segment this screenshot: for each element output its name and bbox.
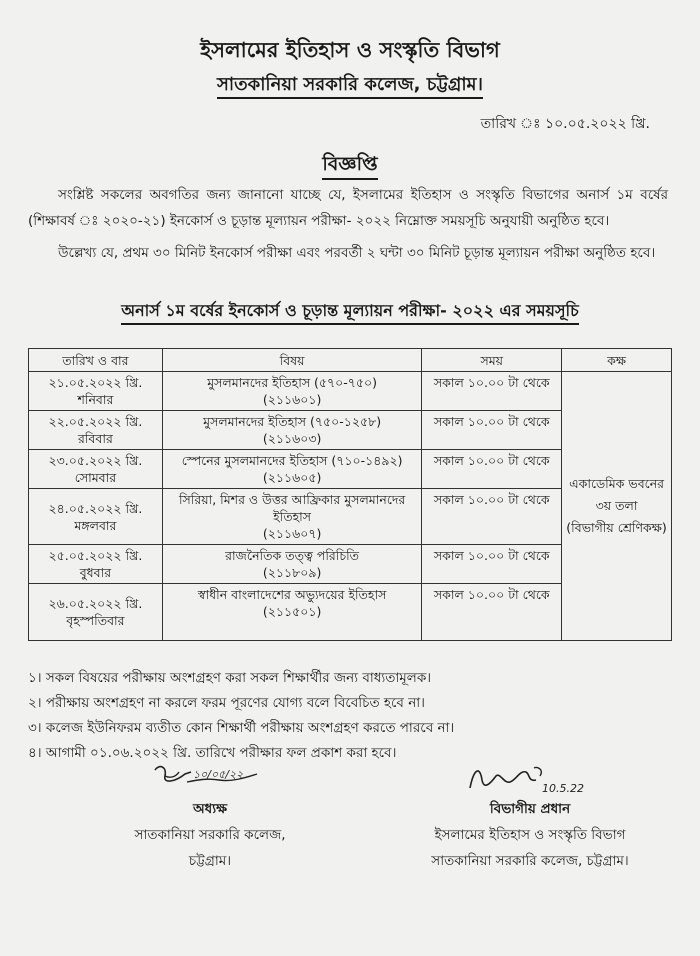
time-cell: সকাল ১০.০০ টা থেকে: [422, 584, 562, 641]
exam-date: ২৬.০৫.২০২২ খ্রি.: [48, 596, 143, 611]
principal-signature-block: [120, 762, 300, 874]
subject-code: (২১১৮০৯): [262, 565, 322, 580]
subject-code: (২১১৬০৭): [262, 526, 322, 541]
table-row: [29, 372, 672, 411]
time-cell: সকাল ১০.০০ টা থেকে: [422, 489, 562, 545]
date-cell: [29, 450, 163, 489]
exam-date: ২৪.০৫.২০২২ খ্রি.: [48, 500, 143, 516]
time-cell: সকাল ১০.০০ টা থেকে: [422, 545, 562, 584]
subject-cell: [162, 545, 422, 584]
schedule-title-text: অনার্স ১ম বর্ষের ইনকোর্স ও চূড়ান্ত মূল্যায়ন পরীক্ষা- ২০২২ এর সময়সূচি: [121, 301, 579, 325]
subject-name: রাজনৈতিক তত্ত্ব পরিচিতি: [225, 548, 360, 563]
exam-date: ২২.০৫.২০২২ খ্রি.: [48, 414, 143, 429]
exam-day: মঙ্গলবার: [74, 517, 117, 533]
principal-college: সাতকানিয়া সরকারি কলেজ,: [134, 827, 286, 843]
principal-title: অধ্যক্ষ: [192, 801, 228, 817]
date-cell: [29, 411, 163, 450]
head-signature: [450, 762, 610, 796]
note-item: ৪। আগামী ০১.০৬.২০২২ খ্রি. তারিখে পরীক্ষার ফল প্রকাশ করা হবে।: [28, 745, 397, 761]
subject-code: (২১১৬০৫): [262, 470, 322, 485]
column-header-time: সময়: [422, 349, 562, 372]
subject-cell: [162, 450, 422, 489]
time-cell: সকাল ১০.০০ টা থেকে: [422, 411, 562, 450]
room-cell: [562, 372, 672, 641]
principal-signature: [145, 762, 275, 796]
head-signature-block: [420, 762, 640, 874]
notice-heading: [0, 150, 700, 182]
note-item: ৩। কলেজ ইউনিফরম ব্যতীত কোন শিক্ষার্থী পরীক্ষায় অংশগ্রহণ করতে পারবে না।: [28, 720, 455, 736]
principal-signature-date: ১০/০৫/২২: [193, 768, 244, 781]
date-cell: [29, 545, 163, 584]
time-cell: সকাল ১০.০০ টা থেকে: [422, 450, 562, 489]
paragraph-2: উল্লেখ্য যে, প্রথম ৩০ মিনিট ইনকোর্স পরীক্ষা এবং পরবর্তী ২ ঘন্টা ৩০ মিনিট চূড়ান্ত মূল্যায়ন পরীক্ষা অনুষ্ঠিত হবে।: [58, 245, 656, 261]
exam-day: সোমবার: [74, 470, 117, 485]
exam-day: শনিবার: [77, 392, 114, 407]
notes-list: [28, 666, 668, 766]
table-header-row: [29, 349, 672, 372]
room-line-2: ৩য় তলা: [595, 498, 638, 513]
exam-day: বুধবার: [79, 565, 112, 580]
exam-date: ২৩.০৫.২০২২ খ্রি.: [48, 453, 143, 468]
subject-cell: [162, 372, 422, 411]
column-header-subject: বিষয়: [162, 349, 422, 372]
room-line-1: একাডেমিক ভবনের: [569, 476, 665, 491]
time-cell: সকাল ১০.০০ টা থেকে: [422, 372, 562, 411]
note-item: ১। সকল বিষয়ের পরীক্ষায় অংশগ্রহণ করা সকল শিক্ষার্থীর জন্য বাধ্যতামূলক।: [28, 670, 432, 686]
notice-date: তারিখ ঃ ১০.০৫.২০২২ খ্রি.: [480, 116, 650, 132]
date-cell: [29, 489, 163, 545]
paragraph-1: সংশ্লিষ্ট সকলের অবগতির জন্য জানানো যাচ্ছে যে, ইসলামের ইতিহাস ও সংস্কৃতি বিভাগের অনার্স ১ম বর্ষের (শিক্ষাবর্ষ ঃ ২০২০-২১) ইনকোর্স ও চূড়ান্ত মূল্যায়ন পরীক্ষা- ২০২২ নিম্নোক্ত সময়সূচি অনুযায়ী অনুষ্ঠিত হবে।: [28, 187, 668, 229]
exam-day: রবিবার: [77, 431, 113, 446]
head-college: সাতকানিয়া সরকারি কলেজ, চট্টগ্রাম।: [431, 853, 629, 869]
principal-city: চট্টগ্রাম।: [188, 853, 232, 869]
subject-name: স্বাধীন বাংলাদেশের অভ্যুদয়ের ইতিহাস: [197, 587, 387, 602]
college-title: [0, 70, 700, 101]
subject-code: (২১১৬০১): [262, 392, 322, 407]
subject-name: সিরিয়া, মিশর ও উত্তর আফ্রিকার মুসলমানদের ইতিহাস: [178, 492, 406, 524]
exam-date: ২১.০৫.২০২২ খ্রি.: [48, 375, 143, 390]
schedule-title: [0, 298, 700, 325]
exam-day: বৃহস্পতিবার: [66, 613, 125, 628]
department-title: ইসলামের ইতিহাস ও সংস্কৃতি বিভাগ: [200, 38, 500, 62]
schedule-table: [28, 348, 672, 641]
college-name: সাতকানিয়া সরকারি কলেজ, চট্টগ্রাম।: [217, 74, 483, 99]
head-department: ইসলামের ইতিহাস ও সংস্কৃতি বিভাগ: [434, 827, 626, 843]
subject-cell: [162, 584, 422, 641]
subject-cell: [162, 411, 422, 450]
date-cell: [29, 584, 163, 641]
subject-code: (২১১৬০৩): [262, 431, 322, 446]
exam-date: ২৫.০৫.২০২২ খ্রি.: [48, 548, 143, 563]
head-signature-date: 10.5.22: [542, 782, 584, 795]
notice-heading-text: বিজ্ঞপ্তি: [322, 153, 377, 180]
column-header-room: কক্ষ: [562, 349, 672, 372]
subject-cell: [162, 489, 422, 545]
date-cell: [29, 372, 163, 411]
subject-name: মুসলমানদের ইতিহাস (৫৭০-৭৫০): [207, 375, 378, 390]
room-line-3: (বিভাগীয় শ্রেণিকক্ষ): [566, 520, 667, 535]
subject-code: (২১১৫০১): [262, 604, 322, 619]
column-header-date: তারিখ ও বার: [29, 349, 163, 372]
head-title: বিভাগীয় প্রধান: [489, 801, 571, 817]
subject-name: মুসলমানদের ইতিহাস (৭৫০-১২৫৮): [203, 414, 382, 429]
subject-name: স্পেনের মুসলমানদের ইতিহাস (৭১০-১৪৯২): [181, 453, 403, 468]
note-item: ২। পরীক্ষায় অংশগ্রহণ না করলে ফরম পূরণের যোগ্য বলে বিবেচিত হবে না।: [28, 695, 425, 711]
